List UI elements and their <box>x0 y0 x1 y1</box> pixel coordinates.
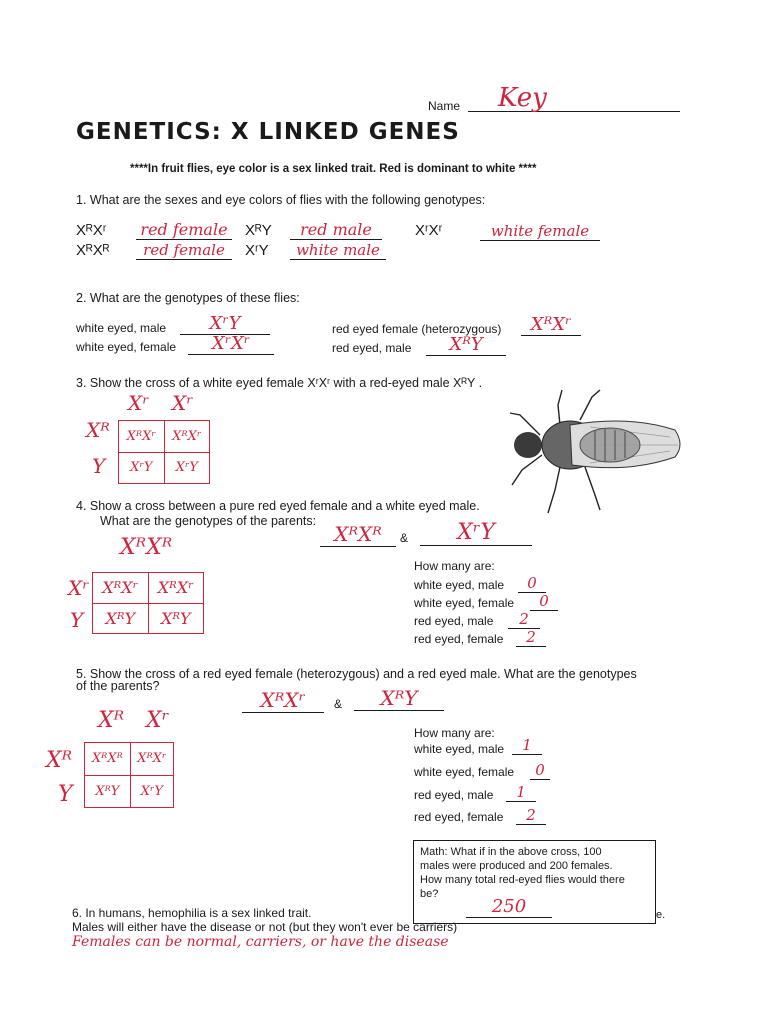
q4-top-alleles: XᴿXᴿ <box>120 535 173 560</box>
q5-count-4[interactable]: 2 <box>516 806 546 825</box>
q3-side-allele-2: Y <box>92 454 106 478</box>
q4-cell[interactable]: XᴿY <box>148 603 204 634</box>
q3-cell[interactable]: XᴿXʳ <box>164 421 210 453</box>
q2-answer-3[interactable]: XᴿXʳ <box>521 314 581 336</box>
q5-top-allele-2: Xʳ <box>146 708 170 733</box>
fly-abdomen <box>580 428 640 462</box>
q2-answer-2[interactable]: XʳXʳ <box>188 333 274 355</box>
fruit-fly-illustration <box>500 385 690 515</box>
q1-answer-5[interactable]: white male <box>290 241 386 260</box>
q4-sub: What are the genotypes of the parents: <box>100 514 317 528</box>
q5-cell[interactable]: XʳY <box>130 775 173 808</box>
q1-answer-1[interactable]: red female <box>136 220 232 240</box>
q5-side-allele-2: Y <box>58 782 73 807</box>
q5-question: 5. Show the cross of a red eyed female (heterozygous) and a red eyed male. What are the genotypes <box>76 667 637 681</box>
q1-answer-2[interactable]: red male <box>290 220 382 240</box>
q1-answer-4[interactable]: red female <box>136 241 232 260</box>
q5-count-label-2: white eyed, female <box>414 765 515 779</box>
q1-genotype-4: XᴿXᴿ <box>76 242 110 259</box>
q2-label-2: white eyed, female <box>76 340 177 354</box>
q4-count-label-3: red eyed, male <box>414 614 494 628</box>
math-answer[interactable]: 250 <box>466 896 552 918</box>
q3-top-allele-1: Xʳ <box>128 391 150 415</box>
q1-question: 1. What are the sexes and eye colors of flies with the following genotypes: <box>76 193 486 207</box>
q4-count-2[interactable]: 0 <box>530 592 558 611</box>
page-title: GENETICS: X LINKED GENES <box>76 119 460 145</box>
q5-count-3[interactable]: 1 <box>506 783 536 802</box>
q4-side-allele-2: Y <box>70 608 84 632</box>
q4-count-1[interactable]: 0 <box>518 574 546 593</box>
q5-count-label-4: red eyed, female <box>414 810 504 824</box>
q2-label-4: red eyed, male <box>332 341 412 355</box>
q2-label-3: red eyed female (heterozygous) <box>332 322 502 336</box>
math-text-3: How many total red-eyed flies would there <box>420 874 625 886</box>
q4-parent-2[interactable]: XʳY <box>420 520 532 546</box>
q5-parent-2[interactable]: XᴿY <box>354 686 444 711</box>
q1-genotype-5: XʳY <box>245 242 269 259</box>
q3-cell[interactable]: XᴿXʳ <box>119 421 165 453</box>
q5-count-1[interactable]: 1 <box>512 736 542 755</box>
q3-cell[interactable]: XʳY <box>164 452 210 484</box>
math-text-4: be? <box>420 888 439 900</box>
q5-top-allele-1: Xᴿ <box>98 708 125 733</box>
q4-count-label-2: white eyed, female <box>414 596 515 610</box>
q5-parent-1[interactable]: XᴿXʳ <box>242 688 324 713</box>
q5-cell[interactable]: XᴿXʳ <box>130 743 173 776</box>
q2-question: 2. What are the genotypes of these flies: <box>76 291 300 305</box>
q5-cell[interactable]: XᴿXᴿ <box>85 743 131 776</box>
q1-genotype-1: XᴿXʳ <box>76 222 107 239</box>
q5-ampersand: & <box>334 697 343 711</box>
q4-cell[interactable]: XᴿY <box>93 603 149 634</box>
q4-count-label-4: red eyed, female <box>414 632 504 646</box>
q5-punnett-square <box>84 742 174 808</box>
q6-answer[interactable]: Females can be normal, carriers, or have the disease <box>72 934 449 950</box>
q5-side-allele-1: Xᴿ <box>46 748 73 773</box>
math-text-1: Math: What if in the above cross, 100 <box>420 846 602 858</box>
q4-cell[interactable]: XᴿXʳ <box>148 573 204 604</box>
q3-side-allele-1: Xᴿ <box>86 418 110 442</box>
q2-label-1: white eyed, male <box>76 321 167 335</box>
q3-top-allele-2: Xʳ <box>172 391 194 415</box>
q5-count-2[interactable]: 0 <box>530 761 550 780</box>
q4-how-many: How many are: <box>414 559 495 573</box>
q4-count-4[interactable]: 2 <box>516 628 546 647</box>
intro-text: ****In fruit flies, eye color is a sex linked trait. Red is dominant to white **** <box>130 163 537 175</box>
q2-answer-4[interactable]: XᴿY <box>426 334 506 356</box>
q5-cell[interactable]: XᴿY <box>85 775 131 808</box>
q6-line-2: Males will either have the disease or not (but they won't ever be carriers) <box>72 920 458 934</box>
q5-how-many: How many are: <box>414 726 495 740</box>
q1-genotype-2: XᴿY <box>245 222 272 239</box>
q4-side-allele-1: Xʳ <box>68 576 90 600</box>
q5-count-label-1: white eyed, male <box>414 742 505 756</box>
q6-line-1: 6. In humans, hemophilia is a sex linked trait. <box>72 906 312 920</box>
q4-question: 4. Show a cross between a pure red eyed female and a white eyed male. <box>76 499 480 513</box>
fly-head <box>514 432 542 458</box>
q3-punnett-square <box>118 420 210 484</box>
q1-genotype-3: XʳXʳ <box>415 222 443 239</box>
q2-answer-1[interactable]: XʳY <box>180 313 270 335</box>
q4-cell[interactable]: XᴿXʳ <box>93 573 149 604</box>
q4-count-3[interactable]: 2 <box>508 610 540 629</box>
q4-ampersand: & <box>400 531 409 545</box>
q4-parent-1[interactable]: XᴿXᴿ <box>320 522 396 547</box>
q5-question-2: of the parents? <box>76 679 160 693</box>
math-text-2: males were produced and 200 females. <box>420 860 613 872</box>
q1-answer-3[interactable]: white female <box>480 222 600 241</box>
name-label: Name <box>428 99 461 113</box>
q3-question: 3. Show the cross of a white eyed female XʳXʳ with a red-eyed male XᴿY . <box>76 376 483 390</box>
q5-count-label-3: red eyed, male <box>414 788 494 802</box>
name-field[interactable]: Key <box>468 84 680 112</box>
q6-edge-text: e. <box>656 909 666 921</box>
q3-cell[interactable]: XʳY <box>119 452 165 484</box>
q4-count-label-1: white eyed, male <box>414 578 505 592</box>
q4-punnett-square <box>92 572 204 634</box>
